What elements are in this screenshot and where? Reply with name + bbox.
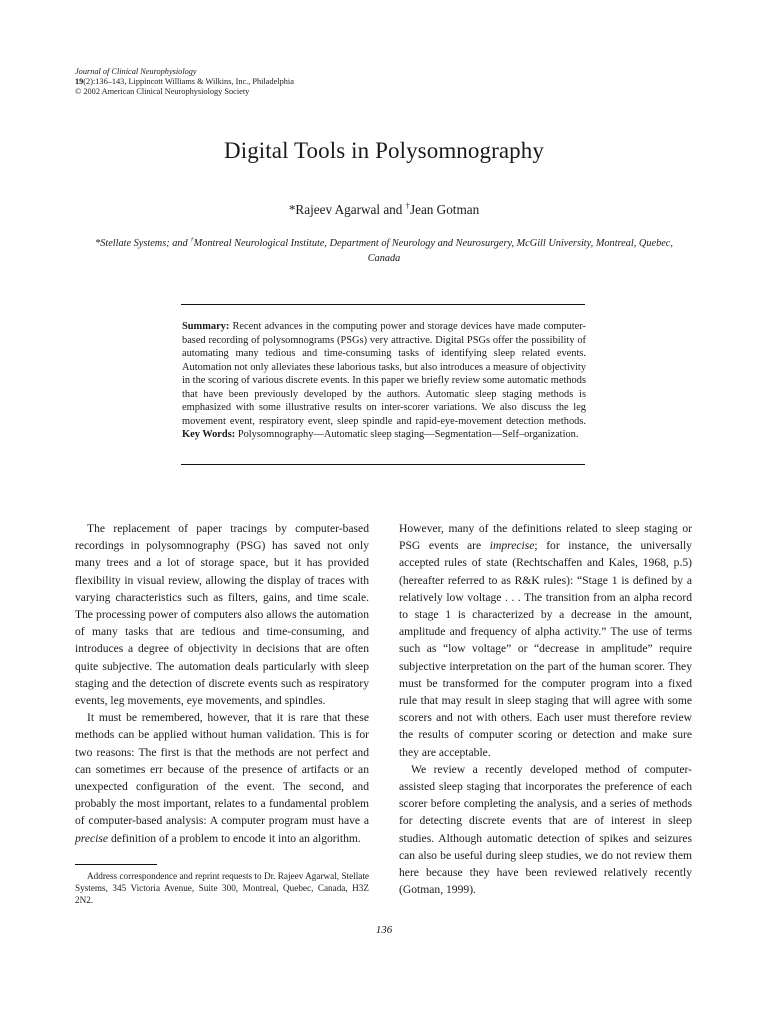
body-paragraph: The replacement of paper tracings by computer-based recordings in polysomnography (PSG) has saved not only many trees and a lot of storage space, but it has provided flexibility in visual review, allowing the display of traces with varying characteristics such as filters, gains, and time scale. The processing power of computers also allows the automation of many tasks that are tedious and time-consuming, and introduces a degree of objectivity in decisions that are often quite subjective. The automation deals particularly with sleep staging and the detection of discrete events such as respiratory events, leg movements, eye movements, and spindles. (75, 522, 369, 708)
affiliation-2: Montreal Neurological Institute, Department of Neurology and Neurosurgery, McGill University, Montreal, Quebec, Canada (193, 238, 673, 264)
summary-abstract (182, 320, 586, 442)
emphasis-text: precise (75, 831, 109, 845)
paper-title: Digital Tools in Polysomnography (224, 138, 544, 163)
journal-header (75, 67, 294, 97)
author-1: Rajeev Agarwal (295, 202, 381, 217)
author-mark-1: * (288, 202, 296, 217)
body-text: ; for instance, the universally accepted rules of state (Rechtschaffen and Kales, 1968, p.5) (hereafter referred to as R&K rules): “Stage 1 is defined by a relatively low voltage . . . The transition from an alpha record to stage 1 is characterized by a decrease in the amount, amplitude and frequency of alpha activity.” The use of terms such as “low voltage” or “decrease in amplitude” require subjective interpretation on the part of the human scorer. They must be transformed for the computer program into a fixed rule that may result in sleep staging that will agree with some scorers and not with others. Each user must therefore review the results of computer scoring or detection and make sure they are acceptable. (399, 539, 692, 759)
correspondence-footnote: Address correspondence and reprint requests to Dr. Rajeev Agarwal, Stellate Systems, 345 Victoria Avenue, Suite 300, Montreal, Quebec, Canada, H3Z 2N2. (75, 871, 369, 905)
emphasis-text: imprecise (489, 539, 535, 553)
footnote-rule (75, 864, 157, 865)
affiliations (80, 236, 688, 266)
body-text: It must be remembered, however, that it is rare that these methods can be applied without human validation. This is for two reasons: The first is that the methods are not perfect and can sometimes err because of the presence of artifacts or an unexpected configuration of the event. The second, and probably the most important, relates to a fundamental problem of computer-based analysis: A computer program must have a (75, 711, 369, 828)
summary-text: Recent advances in the computing power and storage devices have made computer-based recording of polysomnograms (PSGs) very attractive. Digital PSGs offer the possibility of automating many tedious and time-consuming tasks of identifying sleep related events. Automation not only alleviates these laborious tasks, but also introduces a measure of objectivity in the scoring of various discrete events. In this paper we briefly review some automatic methods that have been previously developed by the authors. Automatic sleep staging methods is emphasized with some illustrative results on inter-scorer variations. We also discuss the leg movement event, respiratory event, sleep spindle and rapid-eye-movement detection methods. (182, 321, 586, 427)
journal-copyright: © 2002 American Clinical Neurophysiology Society (75, 87, 250, 96)
journal-issue-pages: (2):136–143, Lippincott Williams & Wilkins, Inc., Philadelphia (83, 77, 294, 86)
body-left-column (75, 520, 369, 847)
body-paragraph (399, 520, 692, 761)
summary-top-rule (181, 304, 585, 305)
page-number: 136 (375, 924, 393, 936)
journal-citation (75, 77, 294, 87)
body-paragraph: We review a recently developed method of computer-assisted sleep staging that incorporates the preference of each scorer before completing the analysis, and a series of methods for detecting discrete events that are of interest in sleep studies. Although automatic detection of spikes and seizures can also be useful during sleep studies, we do not review them here because they have been reviewed relatively recently (Gotman, 1999). (399, 762, 692, 897)
body-right-column (399, 520, 692, 898)
author-conjunction: and (380, 202, 406, 217)
keywords-label: Key Words: (182, 429, 236, 440)
author-mark-2: † (405, 200, 410, 211)
journal-name: Journal of Clinical Neurophysiology (75, 67, 197, 76)
affiliation-1: *Stellate Systems; and (95, 238, 191, 249)
body-paragraph (75, 709, 369, 847)
body-text: However, many of the definitions related to sleep staging or PSG events are (399, 522, 692, 553)
journal-volume: 19 (75, 77, 84, 86)
body-text: definition of a problem to encode it into an algorithm. (108, 831, 361, 845)
affiliation-mark: † (190, 236, 194, 244)
summary-bottom-rule (181, 464, 585, 465)
author-2: Jean Gotman (409, 202, 480, 217)
keywords-text: Polysomnography—Automatic sleep staging—Segmentation—Self–organization. (235, 429, 579, 440)
author-list (0, 202, 768, 218)
summary-label: Summary: (182, 321, 230, 332)
